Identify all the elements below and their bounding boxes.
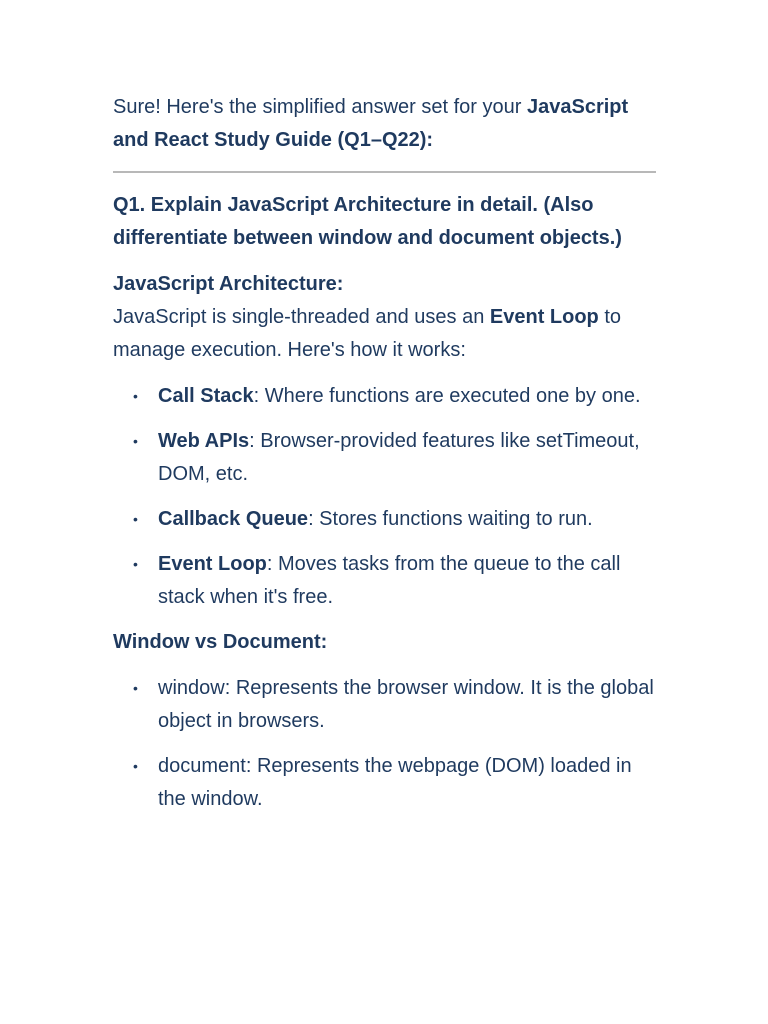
bullet-icon: • bbox=[133, 556, 138, 572]
list-item-text: window: Represents the browser window. It is the global object in browsers. bbox=[158, 677, 654, 732]
bullet-icon: • bbox=[133, 433, 138, 449]
window-vs-document-heading: Window vs Document: bbox=[113, 631, 328, 653]
intro-colon: : bbox=[426, 129, 434, 151]
list-item-desc: : Stores functions waiting to run. bbox=[308, 508, 593, 530]
architecture-para-lead: JavaScript is single-threaded and uses an bbox=[113, 306, 490, 328]
architecture-para-bold: Event Loop bbox=[489, 306, 599, 328]
architecture-list bbox=[113, 380, 658, 614]
bullet-icon: • bbox=[133, 511, 138, 527]
intro-guide-title: JavaScript and React Study Guide (Q1–Q22) bbox=[113, 96, 629, 151]
list-item-desc: : Where functions are executed one by one. bbox=[253, 385, 641, 407]
list-item-desc: : Browser-provided features like setTimeout, DOM, etc. bbox=[158, 430, 640, 485]
list-item bbox=[113, 750, 658, 816]
bullet-icon: • bbox=[133, 680, 138, 696]
question-heading: Q1. Explain JavaScript Architecture in detail. (Also differentiate between window and document objects.) bbox=[113, 194, 622, 249]
document-content bbox=[113, 91, 658, 828]
window-vs-document-list bbox=[113, 672, 658, 816]
architecture-paragraph bbox=[113, 301, 658, 367]
architecture-para-tail: to manage execution. Here's how it works: bbox=[113, 306, 622, 361]
list-item-desc: : Moves tasks from the queue to the call stack when it's free. bbox=[158, 553, 621, 608]
list-item-term: Callback Queue bbox=[158, 508, 309, 530]
intro-lead: Sure! Here's the simplified answer set for your bbox=[113, 96, 527, 118]
list-item-term: Web APIs bbox=[158, 430, 250, 452]
list-item-term: Call Stack bbox=[158, 385, 254, 407]
section-divider bbox=[113, 171, 656, 173]
list-item bbox=[113, 380, 658, 413]
architecture-heading: JavaScript Architecture: bbox=[113, 273, 344, 295]
list-item-text: document: Represents the webpage (DOM) loaded in the window. bbox=[158, 755, 632, 810]
list-item bbox=[113, 672, 658, 738]
list-item bbox=[113, 503, 658, 536]
list-item-term: Event Loop bbox=[158, 553, 267, 575]
bullet-icon: • bbox=[133, 388, 138, 404]
list-item bbox=[113, 425, 658, 491]
bullet-icon: • bbox=[133, 758, 138, 774]
list-item bbox=[113, 548, 658, 614]
intro-paragraph bbox=[113, 91, 658, 157]
